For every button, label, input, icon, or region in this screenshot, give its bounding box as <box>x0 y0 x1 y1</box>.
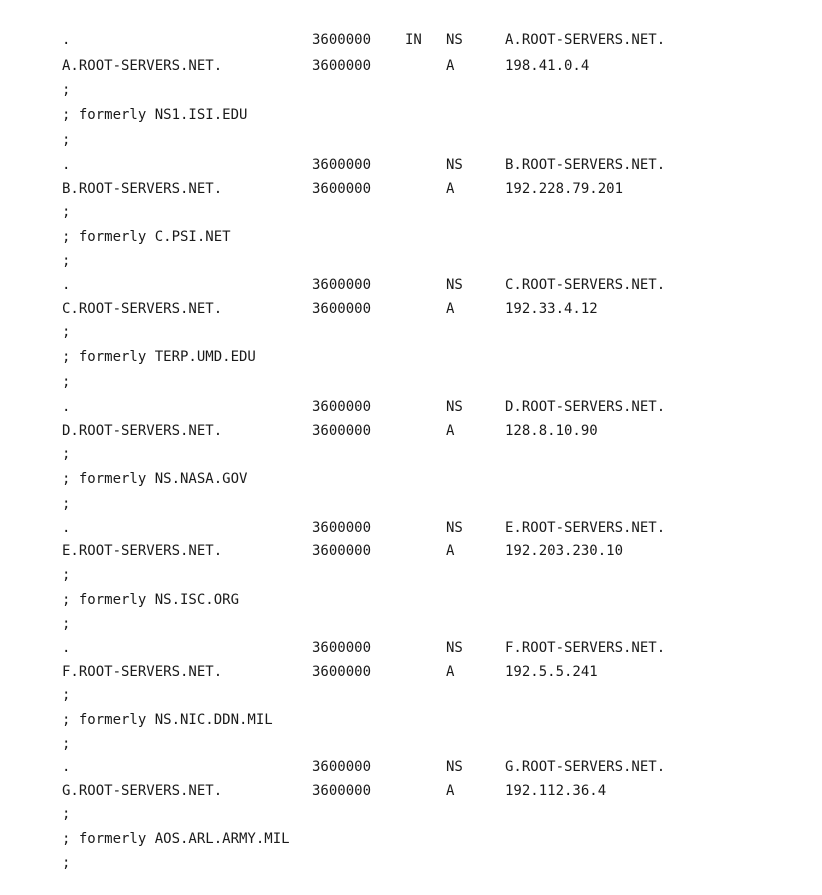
comment-text: ; <box>62 496 71 512</box>
record-data: 192.5.5.241 <box>505 664 598 680</box>
record-type: A <box>446 783 455 799</box>
comment-text: ; formerly NS1.ISI.EDU <box>62 107 248 123</box>
comment-text: ; <box>62 446 71 462</box>
record-ttl: 3600000 <box>312 181 372 197</box>
comment-text: ; <box>62 567 71 583</box>
record-data: 192.203.230.10 <box>505 543 624 559</box>
comment-text: ; formerly NS.NIC.DDN.MIL <box>62 712 273 728</box>
record-name: D.ROOT-SERVERS.NET. <box>62 423 223 439</box>
record-name: . <box>62 157 71 173</box>
comment-text: ; <box>62 324 71 340</box>
record-ttl: 3600000 <box>312 32 372 48</box>
record-type: NS <box>446 32 463 48</box>
record-type: A <box>446 301 455 317</box>
record-name: . <box>62 520 71 536</box>
record-name: . <box>62 277 71 293</box>
record-data: 192.33.4.12 <box>505 301 598 317</box>
comment-text: ; <box>62 736 71 752</box>
record-name: A.ROOT-SERVERS.NET. <box>62 58 223 74</box>
record-ttl: 3600000 <box>312 759 372 775</box>
record-ttl: 3600000 <box>312 543 372 559</box>
record-ttl: 3600000 <box>312 58 372 74</box>
record-name: . <box>62 32 71 48</box>
comment-text: ; formerly C.PSI.NET <box>62 229 231 245</box>
record-data: 198.41.0.4 <box>505 58 590 74</box>
record-data: E.ROOT-SERVERS.NET. <box>505 520 666 536</box>
record-data: F.ROOT-SERVERS.NET. <box>505 640 666 656</box>
record-name: C.ROOT-SERVERS.NET. <box>62 301 223 317</box>
record-data: G.ROOT-SERVERS.NET. <box>505 759 666 775</box>
record-data: 192.112.36.4 <box>505 783 607 799</box>
comment-text: ; <box>62 253 71 269</box>
record-type: A <box>446 181 455 197</box>
record-data: 128.8.10.90 <box>505 423 598 439</box>
record-type: NS <box>446 277 463 293</box>
comment-text: ; formerly NS.ISC.ORG <box>62 592 240 608</box>
record-ttl: 3600000 <box>312 520 372 536</box>
comment-text: ; <box>62 132 71 148</box>
comment-text: ; <box>62 82 71 98</box>
comment-text: ; formerly TERP.UMD.EDU <box>62 349 256 365</box>
record-type: A <box>446 543 455 559</box>
record-data: 192.228.79.201 <box>505 181 624 197</box>
record-name: G.ROOT-SERVERS.NET. <box>62 783 223 799</box>
record-data: B.ROOT-SERVERS.NET. <box>505 157 666 173</box>
record-name: B.ROOT-SERVERS.NET. <box>62 181 223 197</box>
record-type: NS <box>446 520 463 536</box>
record-type: A <box>446 58 455 74</box>
record-name: . <box>62 399 71 415</box>
record-data: C.ROOT-SERVERS.NET. <box>505 277 666 293</box>
record-class: IN <box>405 32 422 48</box>
record-type: NS <box>446 399 463 415</box>
record-name: . <box>62 640 71 656</box>
comment-text: ; <box>62 855 71 871</box>
record-ttl: 3600000 <box>312 664 372 680</box>
record-ttl: 3600000 <box>312 399 372 415</box>
comment-text: ; <box>62 374 71 390</box>
comment-text: ; formerly NS.NASA.GOV <box>62 471 248 487</box>
record-ttl: 3600000 <box>312 783 372 799</box>
comment-text: ; <box>62 616 71 632</box>
record-ttl: 3600000 <box>312 157 372 173</box>
record-type: NS <box>446 157 463 173</box>
record-name: . <box>62 759 71 775</box>
comment-text: ; formerly AOS.ARL.ARMY.MIL <box>62 831 290 847</box>
record-type: NS <box>446 759 463 775</box>
record-data: D.ROOT-SERVERS.NET. <box>505 399 666 415</box>
record-type: A <box>446 664 455 680</box>
comment-text: ; <box>62 806 71 822</box>
comment-text: ; <box>62 687 71 703</box>
comment-text: ; <box>62 204 71 220</box>
record-ttl: 3600000 <box>312 301 372 317</box>
record-type: NS <box>446 640 463 656</box>
record-ttl: 3600000 <box>312 423 372 439</box>
record-data: A.ROOT-SERVERS.NET. <box>505 32 666 48</box>
record-name: E.ROOT-SERVERS.NET. <box>62 543 223 559</box>
record-type: A <box>446 423 455 439</box>
record-ttl: 3600000 <box>312 640 372 656</box>
record-ttl: 3600000 <box>312 277 372 293</box>
record-name: F.ROOT-SERVERS.NET. <box>62 664 223 680</box>
